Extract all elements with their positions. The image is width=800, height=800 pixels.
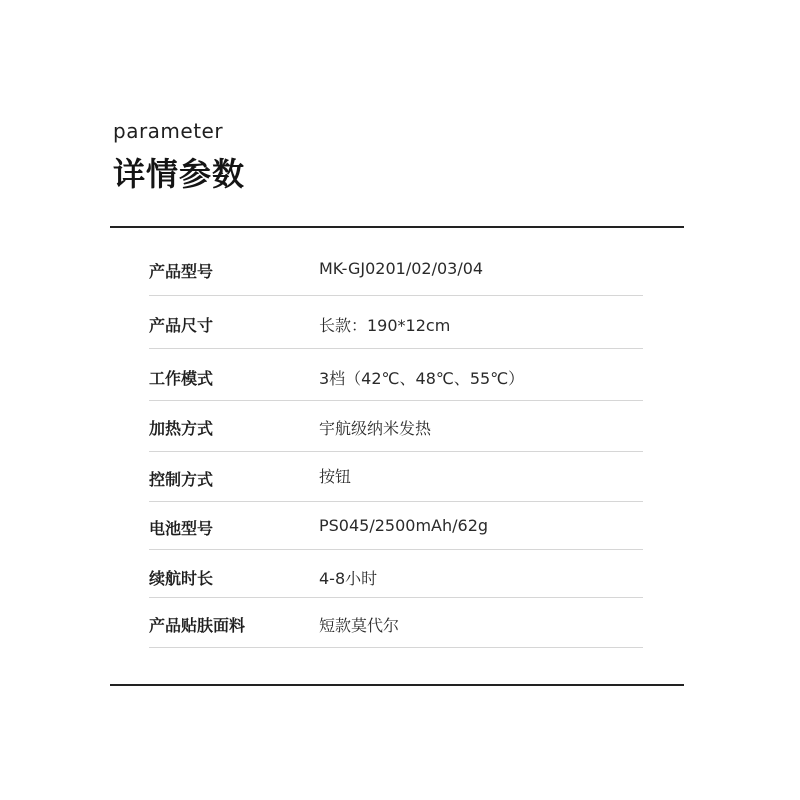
- row-value: 宇航级纳米发热: [319, 419, 432, 438]
- table-row: [149, 349, 643, 401]
- row-value: 3档（42℃、48℃、55℃）: [319, 369, 525, 388]
- top-divider: [110, 226, 684, 228]
- row-value: 短款莫代尔: [319, 616, 400, 635]
- row-value: MK-GJ0201/02/03/04: [319, 259, 484, 278]
- table-row: [149, 401, 643, 452]
- row-label: 产品型号: [149, 262, 214, 281]
- row-value: 按钮: [319, 467, 352, 486]
- row-label: 控制方式: [149, 470, 214, 489]
- row-label: 电池型号: [149, 519, 214, 538]
- row-label: 续航时长: [149, 569, 214, 588]
- row-label: 工作模式: [149, 369, 214, 388]
- row-label: 产品贴肤面料: [149, 616, 246, 635]
- row-label: 加热方式: [149, 419, 214, 438]
- row-label: 产品尺寸: [149, 316, 214, 335]
- bottom-divider: [110, 684, 684, 686]
- row-value: 4-8小时: [319, 569, 378, 588]
- table-row: [149, 452, 643, 502]
- table-row: [149, 502, 643, 550]
- row-value: PS045/2500mAh/62g: [319, 516, 489, 535]
- subtitle: parameter: [113, 119, 224, 143]
- table-row: [149, 598, 643, 648]
- table-row: [149, 296, 643, 349]
- table-row: [149, 248, 643, 296]
- row-value: 长款：190*12cm: [319, 316, 451, 335]
- page-title: 详情参数: [113, 155, 246, 193]
- table-row: [149, 550, 643, 598]
